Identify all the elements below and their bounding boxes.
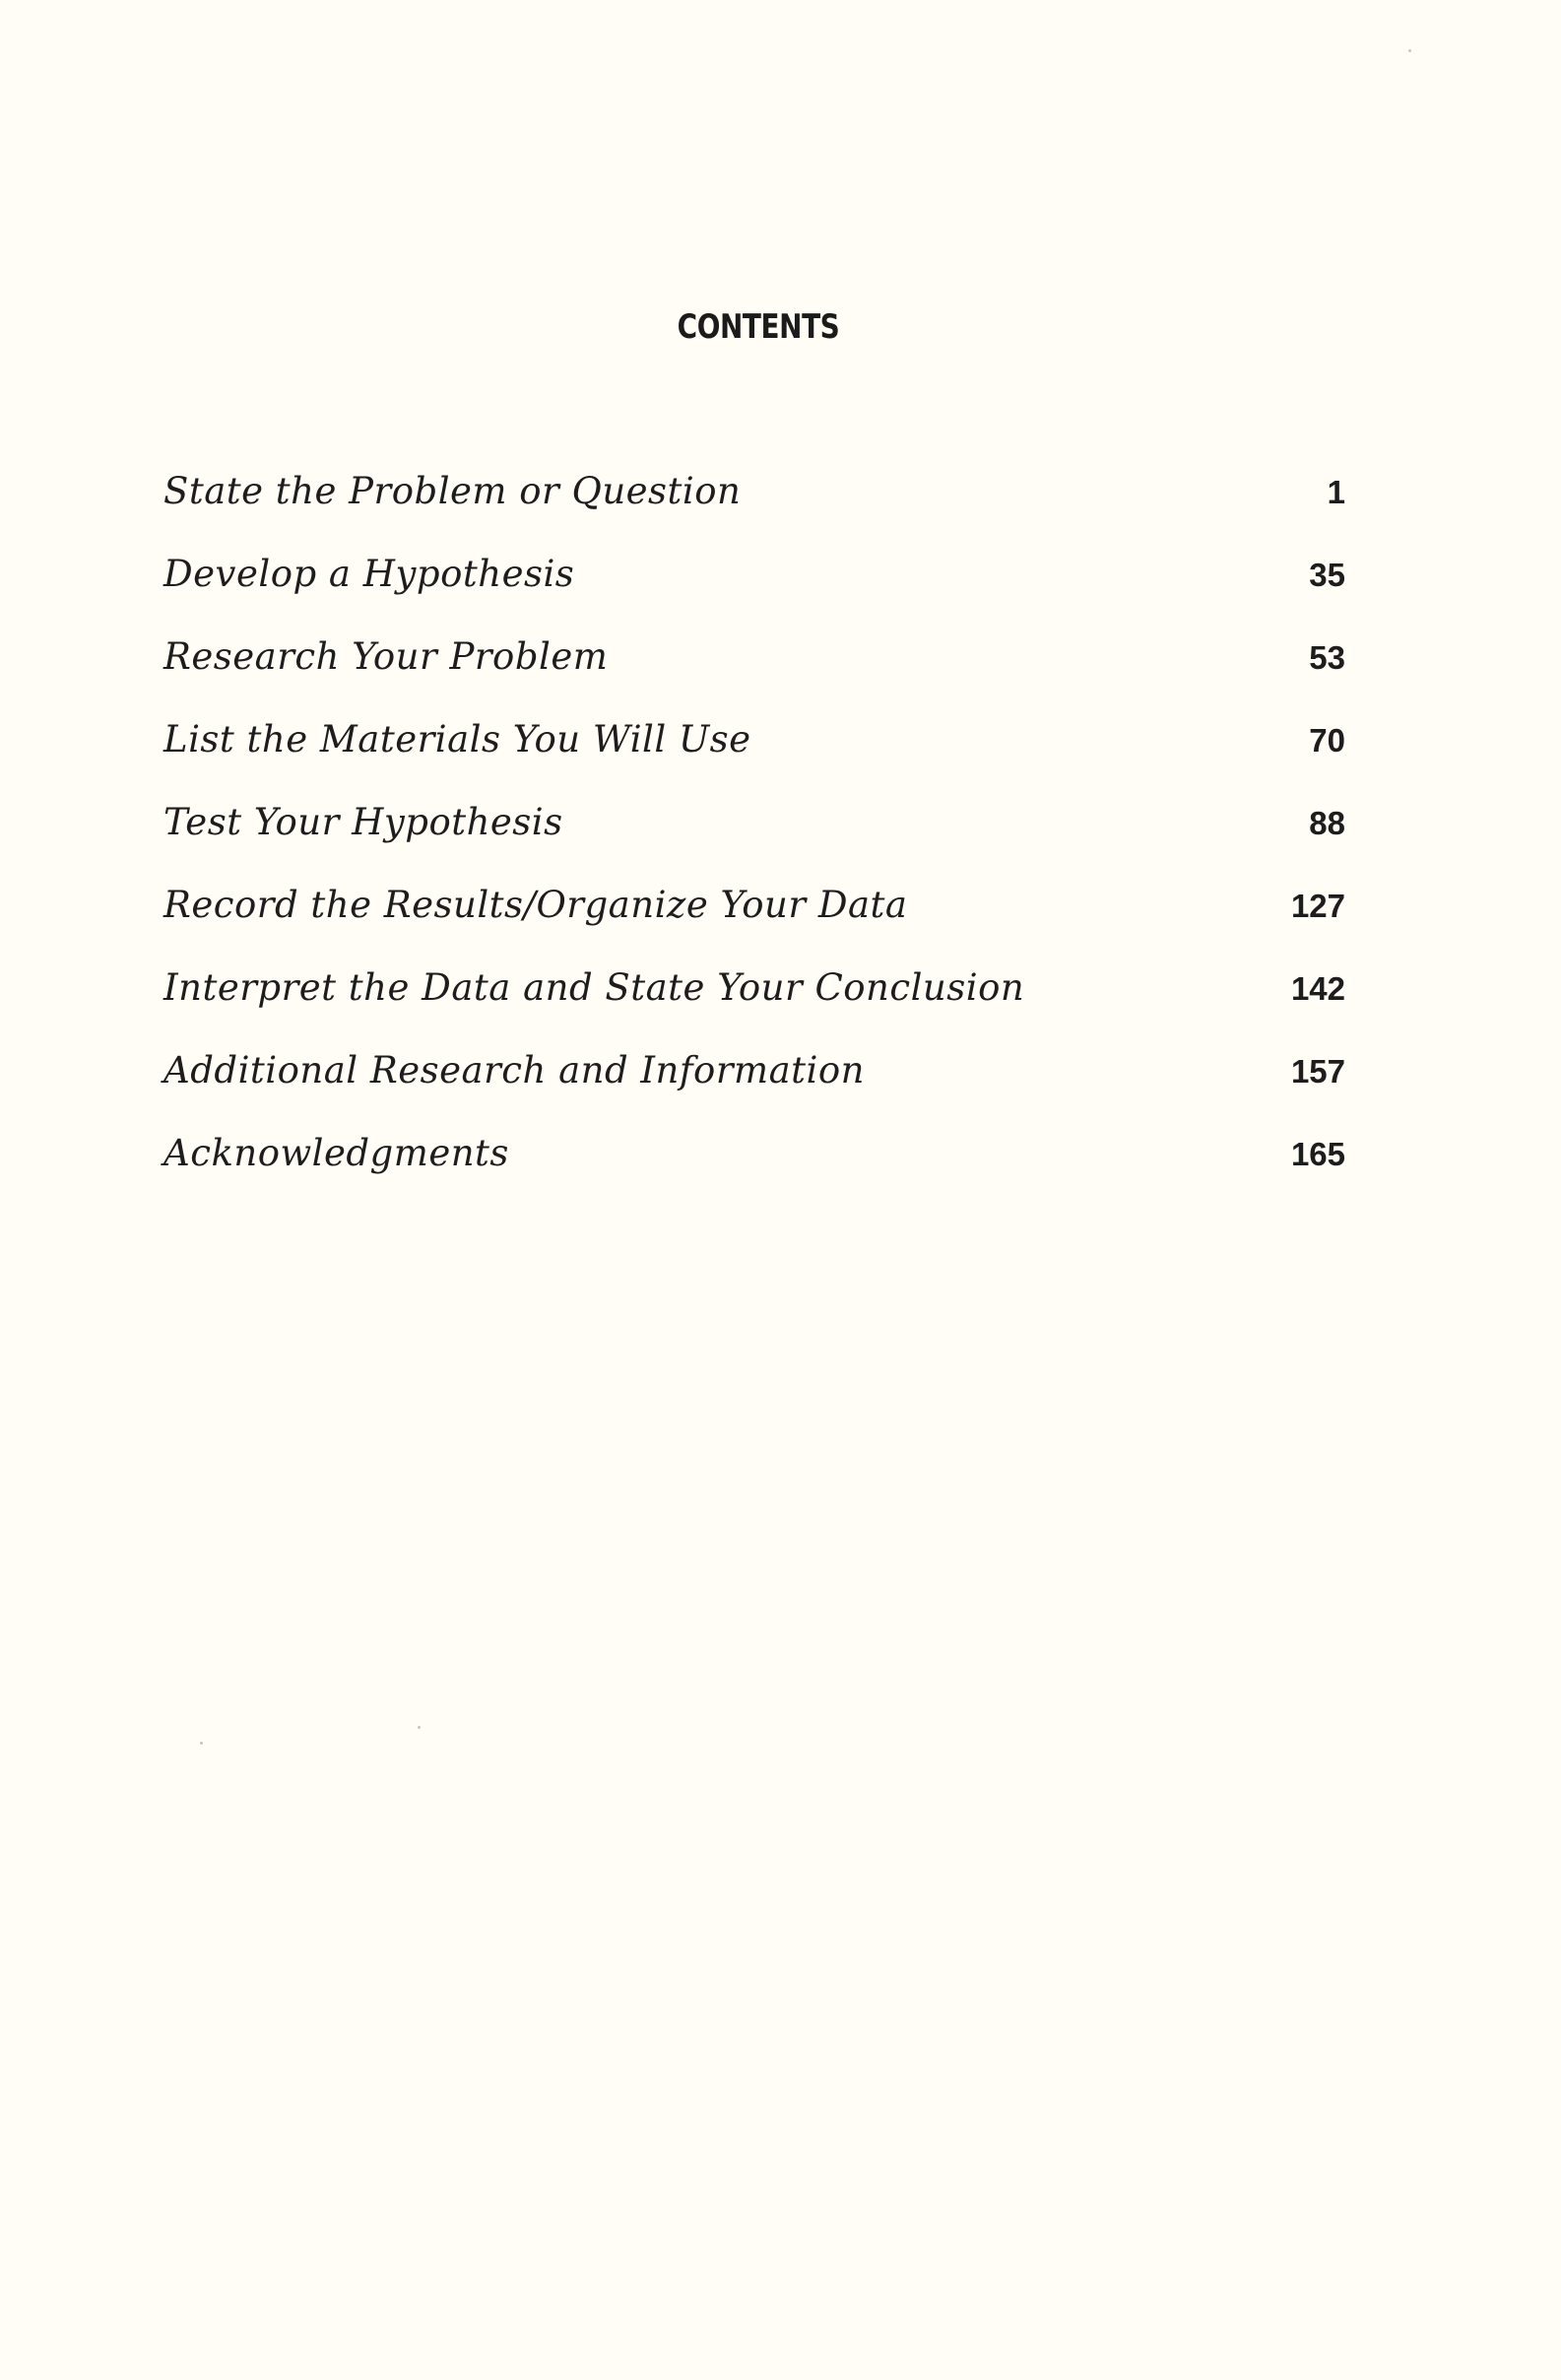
toc-entry-page-number: 157	[1290, 1053, 1345, 1090]
toc-entry	[163, 553, 1345, 635]
toc-entry-page-number: 1	[1327, 474, 1345, 510]
toc-entry-page-number: 70	[1309, 722, 1345, 759]
toc-entry-title: Additional Research and Information	[163, 1049, 865, 1091]
paper-speck	[1408, 49, 1411, 52]
toc-entry-title: Record the Results/Organize Your Data	[163, 884, 908, 926]
toc-entry	[163, 1049, 1345, 1132]
toc-entry-page-number: 165	[1290, 1136, 1345, 1172]
contents-heading: CONTENTS	[677, 307, 840, 347]
toc-entry	[163, 966, 1345, 1049]
toc-entry-page-number: 88	[1309, 805, 1345, 841]
toc-entry-title: List the Materials You Will Use	[163, 718, 751, 760]
toc-entry	[163, 718, 1345, 801]
toc-entry	[163, 635, 1345, 718]
paper-speck	[200, 1742, 203, 1745]
toc-entry	[163, 470, 1345, 553]
toc-entry-page-number: 142	[1290, 970, 1345, 1007]
toc-entry-page-number: 127	[1290, 888, 1345, 924]
toc-entry	[163, 884, 1345, 966]
toc-entry-title: Interpret the Data and State Your Conclusion	[163, 966, 1025, 1009]
toc-entry-title: Develop a Hypothesis	[163, 553, 575, 595]
toc-entry	[163, 801, 1345, 884]
paper-speck	[418, 1726, 421, 1729]
toc-entry-title: State the Problem or Question	[163, 470, 742, 512]
toc-entry-title: Acknowledgments	[163, 1132, 509, 1174]
toc-entry-page-number: 53	[1309, 639, 1345, 676]
toc-entry-title: Test Your Hypothesis	[163, 801, 563, 843]
toc-entry-page-number: 35	[1309, 557, 1345, 593]
toc-entry	[163, 1132, 1345, 1215]
toc-entry-title: Research Your Problem	[163, 635, 609, 678]
table-of-contents	[163, 470, 1345, 1215]
